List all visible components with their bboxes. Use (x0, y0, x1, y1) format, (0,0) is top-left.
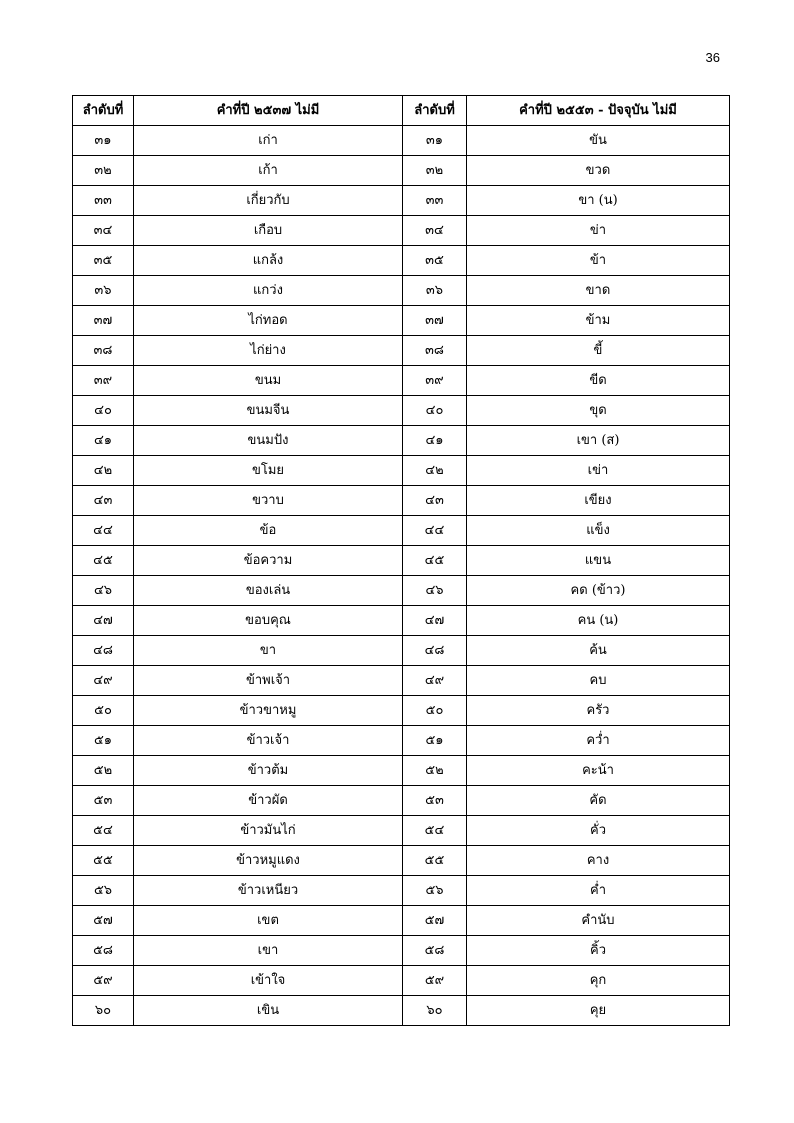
table-row (73, 756, 730, 786)
word-cell-2537: ขวาบ (134, 486, 403, 516)
word-cell-2553: คน (น) (467, 606, 730, 636)
table-row (73, 846, 730, 876)
order-cell-left: ๓๙ (73, 366, 134, 396)
order-cell-right: ๓๘ (403, 336, 467, 366)
order-cell-right: ๔๓ (403, 486, 467, 516)
word-cell-2537: ขนม (134, 366, 403, 396)
order-cell-right: ๔๔ (403, 516, 467, 546)
table-row (73, 936, 730, 966)
word-cell-2537: ของเล่น (134, 576, 403, 606)
word-cell-2553: ขวด (467, 156, 730, 186)
order-cell-right: ๔๙ (403, 666, 467, 696)
order-cell-right: ๔๒ (403, 456, 467, 486)
word-cell-2537: ขนมปัง (134, 426, 403, 456)
order-cell-right: ๖๐ (403, 996, 467, 1026)
word-cell-2537: เกือบ (134, 216, 403, 246)
order-cell-right: ๕๖ (403, 876, 467, 906)
order-cell-left: ๓๔ (73, 216, 134, 246)
word-cell-2553: ค่ำ (467, 876, 730, 906)
order-cell-left: ๕๑ (73, 726, 134, 756)
word-cell-2537: เก้า (134, 156, 403, 186)
order-cell-left: ๔๔ (73, 516, 134, 546)
word-cell-2553: ขัน (467, 126, 730, 156)
order-cell-right: ๔๐ (403, 396, 467, 426)
order-cell-right: ๔๗ (403, 606, 467, 636)
table-row (73, 666, 730, 696)
word-cell-2537: ไก่ทอด (134, 306, 403, 336)
table-row (73, 576, 730, 606)
table-header (73, 96, 730, 126)
word-cell-2537: ข้าพเจ้า (134, 666, 403, 696)
word-cell-2537: แกล้ง (134, 246, 403, 276)
table-row (73, 876, 730, 906)
table-row (73, 516, 730, 546)
order-cell-left: ๕๖ (73, 876, 134, 906)
word-cell-2553: คุย (467, 996, 730, 1026)
table-row (73, 156, 730, 186)
word-cell-2553: แขน (467, 546, 730, 576)
table-row (73, 276, 730, 306)
word-cell-2537: ข้าวเจ้า (134, 726, 403, 756)
word-cell-2537: ข้อความ (134, 546, 403, 576)
word-cell-2553: คาง (467, 846, 730, 876)
word-cell-2537: เขิน (134, 996, 403, 1026)
table-row (73, 246, 730, 276)
order-cell-right: ๕๗ (403, 906, 467, 936)
word-cell-2553: ขีด (467, 366, 730, 396)
order-cell-left: ๔๕ (73, 546, 134, 576)
table-row (73, 696, 730, 726)
word-cell-2553: ข้า (467, 246, 730, 276)
order-cell-left: ๓๓ (73, 186, 134, 216)
order-cell-left: ๕๒ (73, 756, 134, 786)
order-cell-right: ๕๔ (403, 816, 467, 846)
table-row (73, 186, 730, 216)
order-cell-right: ๓๑ (403, 126, 467, 156)
order-cell-right: ๔๑ (403, 426, 467, 456)
order-cell-right: ๕๙ (403, 966, 467, 996)
word-cell-2537: ขโมย (134, 456, 403, 486)
order-cell-left: ๓๑ (73, 126, 134, 156)
order-cell-left: ๓๕ (73, 246, 134, 276)
order-cell-right: ๓๒ (403, 156, 467, 186)
table-row (73, 336, 730, 366)
word-cell-2537: ข้าวขาหมู (134, 696, 403, 726)
word-cell-2553: ข่า (467, 216, 730, 246)
order-cell-right: ๔๘ (403, 636, 467, 666)
order-cell-right: ๕๑ (403, 726, 467, 756)
order-cell-right: ๕๓ (403, 786, 467, 816)
order-cell-right: ๓๖ (403, 276, 467, 306)
word-cell-2553: คะน้า (467, 756, 730, 786)
word-cell-2553: ขาด (467, 276, 730, 306)
order-cell-left: ๓๒ (73, 156, 134, 186)
order-cell-right: ๔๕ (403, 546, 467, 576)
order-cell-left: ๓๗ (73, 306, 134, 336)
word-cell-2553: คำนับ (467, 906, 730, 936)
table-row (73, 636, 730, 666)
order-cell-right: ๕๐ (403, 696, 467, 726)
word-cell-2553: เข่า (467, 456, 730, 486)
word-cell-2553: ขุด (467, 396, 730, 426)
word-cell-2537: ขา (134, 636, 403, 666)
order-cell-left: ๔๒ (73, 456, 134, 486)
word-cell-2553: ขา (น) (467, 186, 730, 216)
order-cell-right: ๓๙ (403, 366, 467, 396)
order-cell-right: ๕๒ (403, 756, 467, 786)
table-row (73, 426, 730, 456)
order-cell-left: ๕๕ (73, 846, 134, 876)
order-cell-left: ๓๘ (73, 336, 134, 366)
header-order-1: ลำดับที่ (73, 96, 134, 126)
table-row (73, 306, 730, 336)
order-cell-left: ๔๙ (73, 666, 134, 696)
order-cell-left: ๔๐ (73, 396, 134, 426)
table-row (73, 216, 730, 246)
word-cell-2537: ขอบคุณ (134, 606, 403, 636)
word-cell-2537: ข้าวผัด (134, 786, 403, 816)
word-cell-2537: ไก่ย่าง (134, 336, 403, 366)
order-cell-right: ๓๓ (403, 186, 467, 216)
word-cell-2537: แกว่ง (134, 276, 403, 306)
word-cell-2537: เขา (134, 936, 403, 966)
order-cell-left: ๖๐ (73, 996, 134, 1026)
word-cell-2553: คด (ข้าว) (467, 576, 730, 606)
word-cell-2537: ข้าวมันไก่ (134, 816, 403, 846)
word-cell-2553: ข้าม (467, 306, 730, 336)
order-cell-right: ๔๖ (403, 576, 467, 606)
word-cell-2537: ข้อ (134, 516, 403, 546)
header-row (73, 96, 730, 126)
table-row (73, 396, 730, 426)
word-comparison-table (72, 95, 730, 1026)
order-cell-right: ๓๗ (403, 306, 467, 336)
word-cell-2537: ขนมจีน (134, 396, 403, 426)
word-cell-2553: เขา (ส) (467, 426, 730, 456)
header-order-2: ลำดับที่ (403, 96, 467, 126)
word-cell-2537: ข้าวต้ม (134, 756, 403, 786)
order-cell-right: ๓๕ (403, 246, 467, 276)
order-cell-left: ๕๓ (73, 786, 134, 816)
order-cell-left: ๓๖ (73, 276, 134, 306)
order-cell-left: ๕๗ (73, 906, 134, 936)
order-cell-right: ๕๘ (403, 936, 467, 966)
word-cell-2553: คว่ำ (467, 726, 730, 756)
page-number: 36 (705, 50, 720, 65)
table-row (73, 786, 730, 816)
word-cell-2537: เกี่ยวกับ (134, 186, 403, 216)
order-cell-left: ๕๘ (73, 936, 134, 966)
table-row (73, 726, 730, 756)
word-cell-2537: เก่า (134, 126, 403, 156)
table-row (73, 606, 730, 636)
order-cell-left: ๕๐ (73, 696, 134, 726)
table-row (73, 456, 730, 486)
table-row (73, 546, 730, 576)
word-cell-2553: เขียง (467, 486, 730, 516)
word-cell-2553: คัด (467, 786, 730, 816)
order-cell-left: ๕๙ (73, 966, 134, 996)
table-row (73, 816, 730, 846)
word-cell-2553: ค้น (467, 636, 730, 666)
order-cell-right: ๓๔ (403, 216, 467, 246)
order-cell-left: ๕๔ (73, 816, 134, 846)
word-cell-2553: คุก (467, 966, 730, 996)
word-cell-2553: ขี้ (467, 336, 730, 366)
word-cell-2553: ครัว (467, 696, 730, 726)
header-words-2537-missing: คำที่ปี ๒๕๓๗ ไม่มี (134, 96, 403, 126)
header-words-2553-missing: คำที่ปี ๒๕๕๓ - ปัจจุบัน ไม่มี (467, 96, 730, 126)
word-cell-2537: เข้าใจ (134, 966, 403, 996)
table-row (73, 486, 730, 516)
table-body (73, 126, 730, 1026)
word-cell-2553: คั่ว (467, 816, 730, 846)
table-row (73, 906, 730, 936)
word-cell-2537: ข้าวหมูแดง (134, 846, 403, 876)
table-row (73, 126, 730, 156)
word-cell-2553: แข็ง (467, 516, 730, 546)
table-row (73, 996, 730, 1026)
word-cell-2537: ข้าวเหนียว (134, 876, 403, 906)
word-cell-2537: เขต (134, 906, 403, 936)
order-cell-left: ๔๓ (73, 486, 134, 516)
order-cell-left: ๔๖ (73, 576, 134, 606)
table-row (73, 366, 730, 396)
table-row (73, 966, 730, 996)
order-cell-right: ๕๕ (403, 846, 467, 876)
order-cell-left: ๔๑ (73, 426, 134, 456)
order-cell-left: ๔๘ (73, 636, 134, 666)
word-cell-2553: คิ้ว (467, 936, 730, 966)
word-cell-2553: คบ (467, 666, 730, 696)
order-cell-left: ๔๗ (73, 606, 134, 636)
